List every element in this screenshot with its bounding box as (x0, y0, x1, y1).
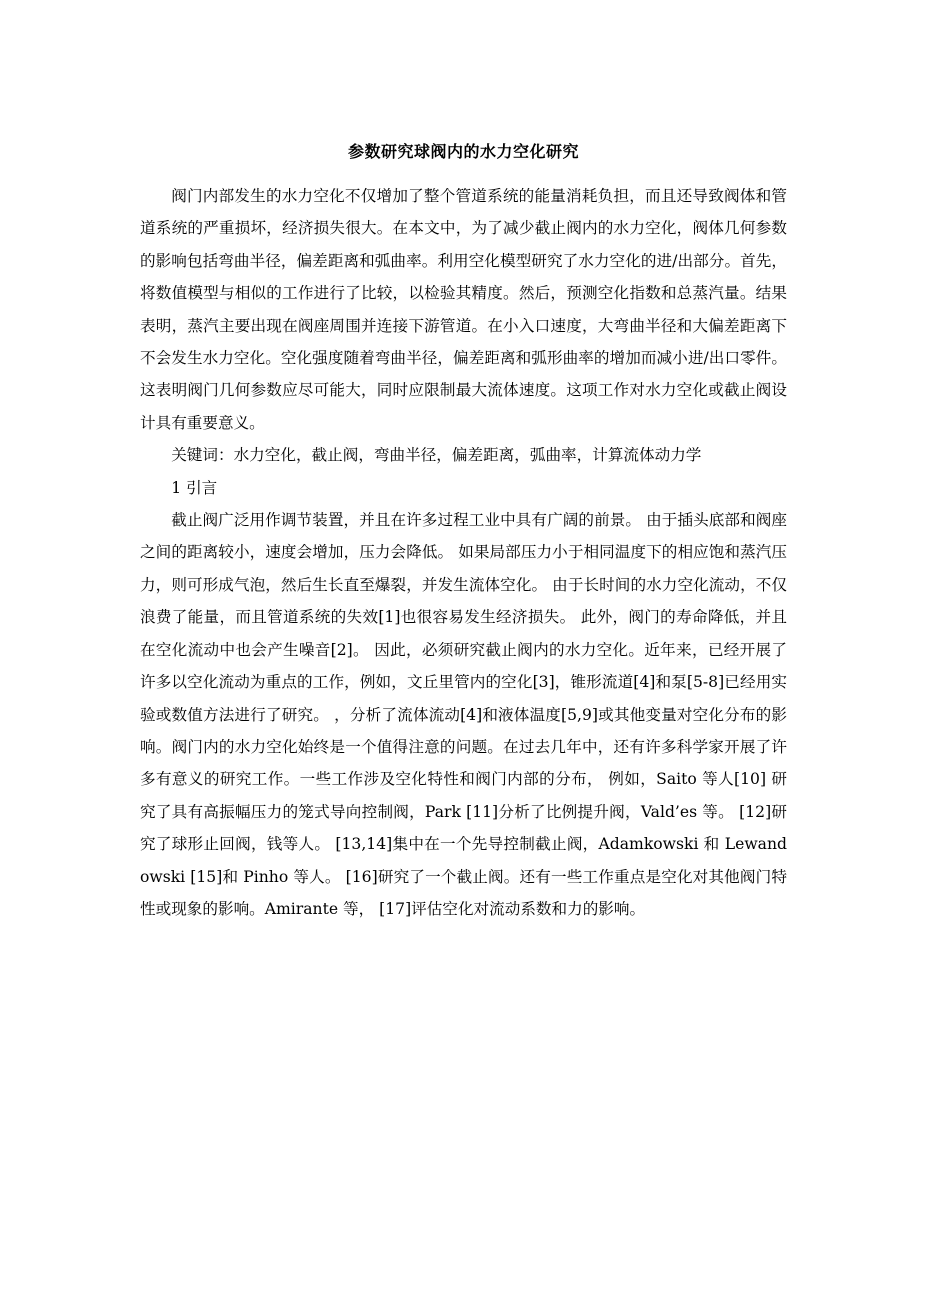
document-page (140, 138, 787, 925)
intro-paragraph: 截止阀广泛用作调节装置，并且在许多过程工业中具有广阔的前景。 由于插头底部和阀座之间的距离较小，速度会增加，压力会降低。 如果局部压力小于相同温度下的相应饱和蒸汽压力，则可形成气泡，然后生长直至爆裂，并发生流体空化。 由于长时间的水力空化流动，不仅浪费了能量，而且管道系统的失效[1]也很容易发生经济损失。 此外，阀门的寿命降低，并且在空化流动中也会产生噪音[2]。 因此，必须研究截止阀内的水力空化。近年来，已经开展了许多以空化流动为重点的工作，例如，文丘里管内的空化[3]，锥形流道[4]和泵[5-8]已经用实验或数值方法进行了研究。 ，分析了流体流动[4]和液体温度[5,9]或其他变量对空化分布的影响。阀门内的水力空化始终是一个值得注意的问题。在过去几年中，还有许多科学家开展了许多有意义的研究工作。一些工作涉及空化特性和阀门内部的分布， 例如，Saito 等人[10] 研究了具有高振幅压力的笼式导向控制阀，Park [11]分析了比例提升阀，Vald’es 等。 [12]研究了球形止回阀，钱等人。 [13,14]集中在一个先导控制截止阀，Adamkowski 和 Lewandowski [15]和 Pinho 等人。 [16]研究了一个截止阀。还有一些工作重点是空化对其他阀门特性或现象的影响。Amirante 等， [17]评估空化对流动系数和力的影响。 (140, 511, 787, 918)
abstract-paragraph: 阀门内部发生的水力空化不仅增加了整个管道系统的能量消耗负担，而且还导致阀体和管道系统的严重损坏，经济损失很大。在本文中，为了减少截止阀内的水力空化，阀体几何参数的影响包括弯曲半径，偏差距离和弧曲率。利用空化模型研究了水力空化的进/出部分。首先，将数值模型与相似的工作进行了比较，以检验其精度。然后，预测空化指数和总蒸汽量。结果表明，蒸汽主要出现在阀座周围并连接下游管道。在小入口速度，大弯曲半径和大偏差距离下不会发生水力空化。空化强度随着弯曲半径，偏差距离和弧形曲率的增加而减小进/出口零件。这表明阀门几何参数应尽可能大，同时应限制最大流体速度。这项工作对水力空化或截止阀设计具有重要意义。 (140, 187, 787, 432)
keywords-paragraph: 关键词：水力空化，截止阀，弯曲半径，偏差距离，弧曲率，计算流体动力学 (171, 446, 702, 465)
document-title: 参数研究球阀内的水力空化研究 (347, 142, 579, 161)
section-heading: 1 引言 (171, 478, 218, 497)
